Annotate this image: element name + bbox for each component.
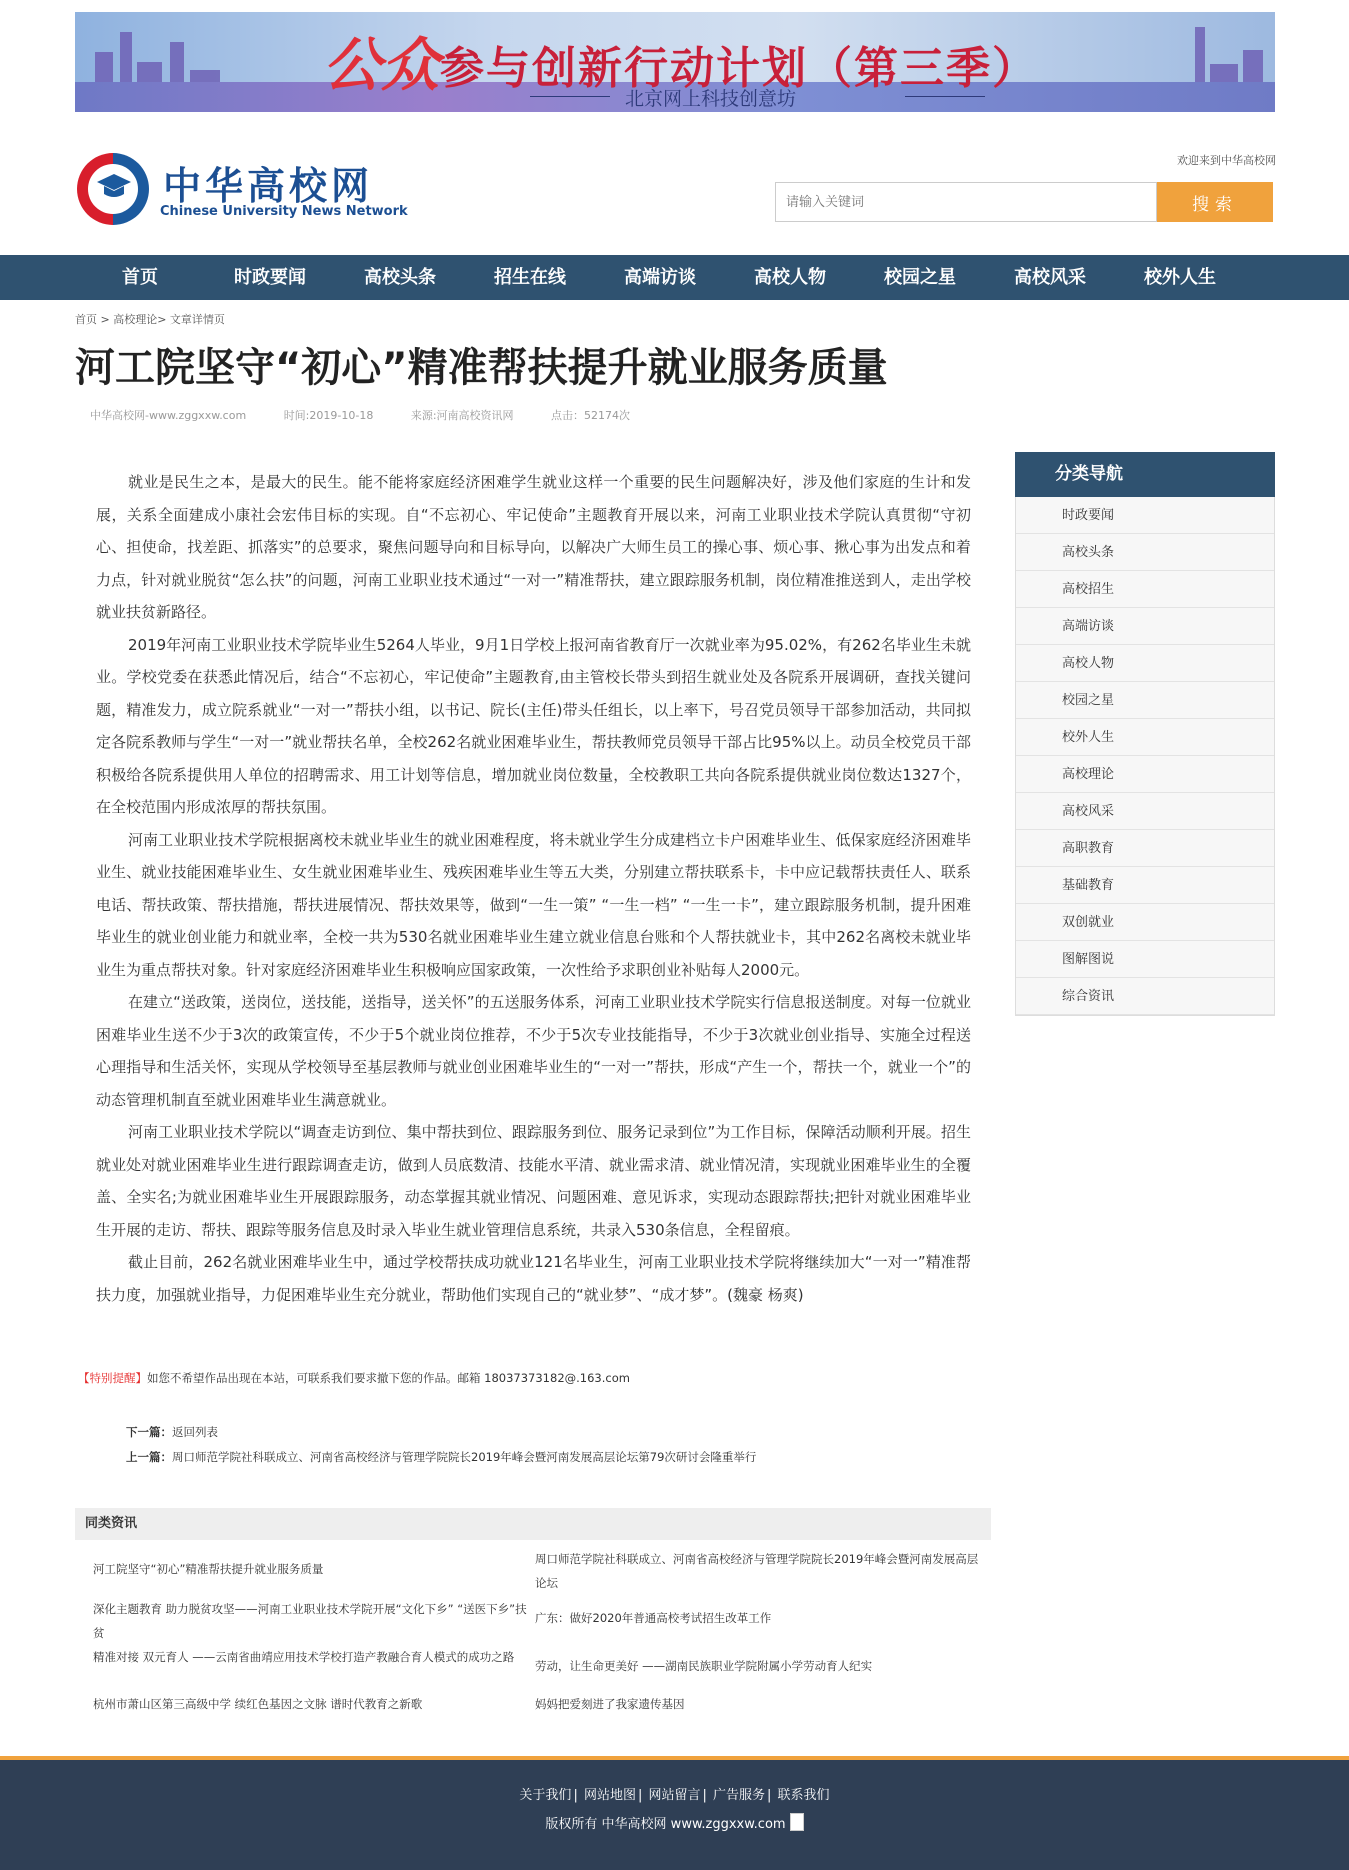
footer-link-sitemap[interactable]: 网站地图: [583, 1788, 636, 1803]
copyright-notice: [78, 1370, 630, 1386]
related-link[interactable]: 精准对接 双元育人 ——云南省曲靖应用技术学校打造产教融合育人模式的成功之路: [93, 1650, 515, 1664]
related-link[interactable]: 周口师范学院社科联成立、河南省高校经济与管理学院院长2019年峰会暨河南发展高层论坛: [535, 1552, 979, 1590]
nav-item-campus-style[interactable]: 高校风采: [1014, 267, 1086, 288]
sidebar-item-campus-stars[interactable]: 校园之星: [1016, 682, 1274, 719]
related-link[interactable]: 妈妈把爱刻进了我家遗传基因: [535, 1697, 685, 1711]
welcome-text: 欢迎来到中华高校网: [1177, 154, 1276, 167]
meta-views: 点击：52174次: [551, 409, 631, 422]
related-link[interactable]: 杭州市萧山区第三高级中学 续红色基因之文脉 谱时代教育之新歌: [93, 1697, 423, 1711]
related-heading: 同类资讯: [75, 1508, 991, 1540]
nav-item-politics[interactable]: 时政要闻: [234, 267, 306, 288]
sidebar-item-headlines[interactable]: 高校头条: [1016, 534, 1274, 571]
related-link[interactable]: 劳动，让生命更美好 ——湖南民族职业学院附属小学劳动育人纪实: [535, 1659, 873, 1673]
article-meta: [90, 407, 664, 423]
sidebar-title: 分类导航: [1015, 452, 1275, 497]
meta-source: 来源:河南高校资讯网: [410, 409, 514, 422]
prev-link[interactable]: 周口师范学院社科联成立、河南省高校经济与管理学院院长2019年峰会暨河南发展高层论坛第79次研讨会隆重举行: [172, 1450, 757, 1464]
next-label: 下一篇：: [126, 1425, 172, 1439]
article-pager: [126, 1420, 756, 1470]
sidebar-item-entrepreneurship[interactable]: 双创就业: [1016, 904, 1274, 941]
prev-article[interactable]: [126, 1445, 756, 1470]
sidebar-item-theory[interactable]: 高校理论: [1016, 756, 1274, 793]
footer-link-message[interactable]: 网站留言: [648, 1788, 701, 1803]
footer-links: 关于我们 | 网站地图 | 网站留言 | 广告服务 | 联系我们: [519, 1788, 830, 1803]
banner-divider: [530, 96, 610, 97]
notice-text: 如您不希望作品出现在本站，可联系我们要求撤下您的作品。邮箱 18037373182@.163.com: [147, 1371, 630, 1385]
sidebar-item-interviews[interactable]: 高端访谈: [1016, 608, 1274, 645]
nav-item-off-campus[interactable]: 校外人生: [1144, 267, 1216, 288]
search-input[interactable]: [775, 182, 1157, 222]
sidebar-item-campus-style[interactable]: 高校风采: [1016, 793, 1274, 830]
sidebar-item-politics[interactable]: 时政要闻: [1016, 497, 1274, 534]
banner-subtitle: 北京网上科技创意坊: [625, 88, 797, 110]
footer-copyright: [0, 1813, 1349, 1832]
meta-date: 时间:2019-10-18: [283, 409, 374, 422]
copyright-text: 版权所有 中华高校网 www.zggxxw.com: [545, 1817, 786, 1832]
nav-item-headlines[interactable]: 高校头条: [364, 267, 436, 288]
logo-title[interactable]: 中华高校网: [163, 163, 374, 208]
nav-item-admissions[interactable]: 招生在线: [494, 267, 566, 288]
main-nav: [0, 255, 1349, 300]
sidebar-item-vocational[interactable]: 高职教育: [1016, 830, 1274, 867]
sidebar-category-list: [1015, 497, 1275, 1016]
banner-brand: 公众: [323, 31, 440, 99]
banner-divider: [905, 96, 985, 97]
article-title: 河工院坚守“初心”精准帮扶提升就业服务质量: [75, 345, 888, 391]
footer-link-about[interactable]: 关于我们: [519, 1788, 572, 1803]
breadcrumb[interactable]: 首页 > 高校理论> 文章详情页: [75, 313, 225, 326]
top-banner[interactable]: [75, 12, 1275, 112]
nav-item-people[interactable]: 高校人物: [754, 267, 826, 288]
article-paragraph: 河南工业职业技术学院根据离校未就业毕业生的就业困难程度，将未就业学生分成建档立卡户困难毕业生、低保家庭经济困难毕业生、就业技能困难毕业生、女生就业困难毕业生、残疾困难毕业生等五大类，分别建立帮扶联系卡，卡中应记载帮扶责任人、联系电话、帮扶政策、帮扶措施，帮扶进展情况、帮扶效果等，做到“一生一策” “一生一档” “一生一卡”，建立跟踪服务机制，提升困难毕业生的就业创业能力和就业率，全校一共为530名就业困难毕业生建立就业信息台账和个人帮扶就业卡，其中262名离校未就业毕业生为重点帮扶对象。针对家庭经济困难毕业生积极响应国家政策，一次性给予求职创业补贴每人2000元。: [96, 830, 971, 979]
related-link[interactable]: 广东：做好2020年普通高校考试招生改革工作: [535, 1611, 772, 1625]
article-paragraph: 在建立“送政策，送岗位，送技能，送指导，送关怀”的五送服务体系，河南工业职业技术学院实行信息报送制度。对每一位就业困难毕业生送不少于3次的政策宣传，不少于5个就业岗位推荐，不少于5次专业技能指导，不少于3次就业创业指导、实施全过程送心理指导和生活关怀，实现从学校领导至基层教师与就业创业困难毕业生的“一对一”帮扶，形成“产生一个，帮扶一个，就业一个”的动态管理机制直至就业困难毕业生满意就业。: [96, 993, 971, 1109]
article-body: [96, 466, 971, 1311]
sidebar-item-off-campus[interactable]: 校外人生: [1016, 719, 1274, 756]
graduation-cap-icon: [97, 174, 131, 200]
sidebar-item-admissions[interactable]: 高校招生: [1016, 571, 1274, 608]
prev-label: 上一篇：: [126, 1450, 172, 1464]
logo-subtitle: Chinese University News Network: [160, 204, 408, 219]
next-article[interactable]: [126, 1420, 756, 1445]
related-link[interactable]: 河工院坚守“初心”精准帮扶提升就业服务质量: [93, 1562, 324, 1576]
article-paragraph: 截止目前，262名就业困难毕业生中，通过学校帮扶成功就业121名毕业生，河南工业职业技术学院将继续加大“一对一”精准帮扶力度，加强就业指导，力促困难毕业生充分就业，帮助他们实现自己的“就业梦”、“成才梦”。(魏豪 杨爽): [96, 1253, 971, 1304]
related-link[interactable]: 深化主题教育 助力脱贫攻坚——河南工业职业技术学院开展“文化下乡” “送医下乡”扶贫: [93, 1602, 527, 1640]
article-paragraph: 就业是民生之本，是最大的民生。能不能将家庭经济困难学生就业这样一个重要的民生问题解决好，涉及他们家庭的生计和发展，关系全面建成小康社会宏伟目标的实现。自“不忘初心、牢记使命”主题教育开展以来，河南工业职业技术学院认真贯彻“守初心、担使命，找差距、抓落实”的总要求，聚焦问题导向和目标导向，以解决广大师生员工的操心事、烦心事、揪心事为出发点和着力点，针对就业脱贫“怎么扶”的问题，河南工业职业技术通过“一对一”精准帮扶，建立跟踪服务机制，岗位精准推送到人，走出学校就业扶贫新路径。: [96, 473, 971, 621]
banner-title: 参与创新行动计划（第三季）: [440, 43, 1038, 94]
sidebar-item-infographics[interactable]: 图解图说: [1016, 941, 1274, 978]
article-paragraph: 河南工业职业技术学院以“调查走访到位、集中帮扶到位、跟踪服务到位、服务记录到位”为工作目标，保障活动顺利开展。招生就业处对就业困难毕业生进行跟踪调查走访，做到人员底数清、技能水平清、就业需求清、就业情况清，实现就业困难毕业生的全覆盖、全实名;为就业困难毕业生开展跟踪服务，动态掌握其就业情况、问题困难、意见诉求，实现动态跟踪帮扶;把针对就业困难毕业生开展的走访、帮扶、跟踪等服务信息及时录入毕业生就业管理信息系统，共录入530条信息，全程留痕。: [96, 1123, 971, 1239]
sidebar-item-people[interactable]: 高校人物: [1016, 645, 1274, 682]
certificate-badge-icon[interactable]: [790, 1813, 804, 1831]
nav-item-interviews[interactable]: 高端访谈: [624, 267, 696, 288]
footer-link-contact[interactable]: 联系我们: [777, 1788, 830, 1803]
nav-item-home[interactable]: 首页: [122, 267, 158, 288]
meta-site: 中华高校网-www.zggxxw.com: [90, 409, 247, 422]
next-link[interactable]: 返回列表: [172, 1425, 218, 1439]
footer-link-ads[interactable]: 广告服务: [713, 1788, 766, 1803]
notice-label: 【特别提醒】: [78, 1371, 147, 1385]
sidebar-item-general-news[interactable]: 综合资讯: [1016, 978, 1274, 1015]
nav-item-campus-stars[interactable]: 校园之星: [884, 267, 956, 288]
search-button[interactable]: 搜索: [1157, 182, 1273, 222]
article-paragraph: 2019年河南工业职业技术学院毕业生5264人毕业，9月1日学校上报河南省教育厅一次就业率为95.02%，有262名毕业生未就业。学校党委在获悉此情况后，结合“不忘初心，牢记使命”主题教育,由主管校长带头到招生就业处及各院系开展调研，查找关键问题，精准发力，成立院系就业“一对一”帮扶小组，以书记、院长(主任)带头任组长，以上率下，号召党员领导干部参加活动，共同拟定各院系教师与学生“一对一”就业帮扶名单，全校262名就业困难毕业生，帮扶教师党员领导干部占比95%以上。动员全校党员干部积极给各院系提供用人单位的招聘需求、用工计划等信息，增加就业岗位数量，全校教职工共向各院系提供就业岗位数达1327个，在全校范围内形成浓厚的帮扶氛围。: [96, 635, 971, 816]
sidebar-item-basic-education[interactable]: 基础教育: [1016, 867, 1274, 904]
